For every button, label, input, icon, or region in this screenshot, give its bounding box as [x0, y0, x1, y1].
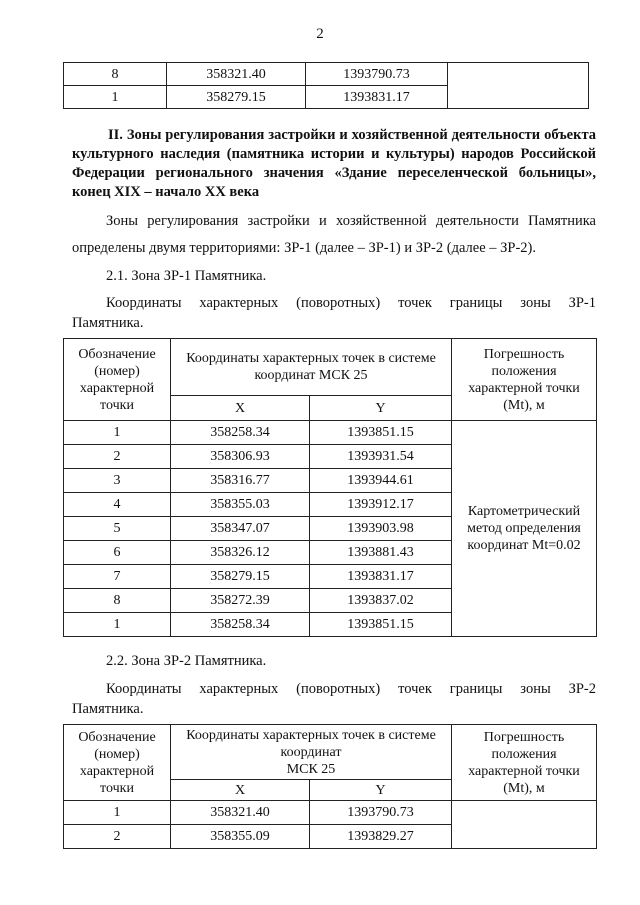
- header-coordinates-line-3: МСК 25: [286, 761, 336, 777]
- coord-y: 1393831.17: [310, 565, 452, 589]
- point-number: 8: [64, 63, 167, 86]
- coord-x: 358279.15: [167, 86, 306, 109]
- header-coordinates-line-1: Координаты характерных точек в системе: [186, 727, 436, 743]
- intro-line-2: определены двумя территориями: ЗР-1 (далее – ЗР-1) и ЗР-2 (далее – ЗР-2).: [72, 240, 536, 256]
- coord-x: 358347.07: [171, 517, 310, 541]
- point-number: 5: [64, 517, 171, 541]
- coord-x: 358326.12: [171, 541, 310, 565]
- coord-y: 1393837.02: [310, 589, 452, 613]
- point-number: 7: [64, 565, 171, 589]
- header-coordinates-line-2: координат: [280, 744, 342, 760]
- coord-x: 358258.34: [171, 421, 310, 445]
- header-y: Y: [310, 396, 452, 421]
- table-row: [64, 801, 597, 825]
- zone2-coords-line-2: Памятника.: [72, 701, 144, 717]
- point-number: 1: [64, 86, 167, 109]
- coord-x: 358355.09: [171, 825, 310, 849]
- coord-y: 1393790.73: [306, 63, 448, 86]
- header-point-designation: Обозначение (номер) характерной точки: [64, 725, 171, 801]
- section-heading: II. Зоны регулирования застройки и хозяйственной деятельности объекта культурного наследия (памятника истории и культуры) народов Российской Федерации регионального значения «Здание переселенческой больницы», конец XIX – начало XX века: [72, 127, 596, 200]
- table-header-row: [64, 339, 597, 396]
- point-number: 1: [64, 801, 171, 825]
- coord-y: 1393944.61: [310, 469, 452, 493]
- method-cell: Картометрический метод определения координат Mt=0.02: [452, 421, 597, 637]
- coord-y: 1393931.54: [310, 445, 452, 469]
- zone1-coordinates-table: [63, 338, 597, 637]
- table-row: [64, 421, 597, 445]
- zone2-title: 2.2. Зона ЗР-2 Памятника.: [106, 653, 267, 669]
- point-number: 1: [64, 613, 171, 637]
- coord-x: 358272.39: [171, 589, 310, 613]
- error-cell: [452, 801, 597, 849]
- point-number: 1: [64, 421, 171, 445]
- header-point-designation: Обозначение (номер) характерной точки: [64, 339, 171, 421]
- header-error: Погрешность положения характерной точки (Mt), м: [452, 725, 597, 801]
- zone2-coords-line-1: Координаты характерных (поворотных) точек границы зоны ЗР-2: [106, 681, 596, 697]
- point-number: 4: [64, 493, 171, 517]
- zone1-title: 2.1. Зона ЗР-1 Памятника.: [106, 268, 267, 284]
- header-coordinates: Координаты характерных точек в системе координат МСК 25: [171, 339, 452, 396]
- continuation-table: [63, 62, 589, 109]
- coord-y: 1393829.27: [310, 825, 452, 849]
- page-number: 2: [316, 26, 324, 42]
- zone1-coords-line-2: Памятника.: [72, 315, 144, 331]
- header-error: Погрешность положения характерной точки (Mt), м: [452, 339, 597, 421]
- header-x: X: [171, 780, 310, 801]
- coord-y: 1393851.15: [310, 421, 452, 445]
- zone2-coordinates-table: [63, 724, 597, 849]
- coord-y: 1393881.43: [310, 541, 452, 565]
- coord-y: 1393851.15: [310, 613, 452, 637]
- coord-x: 358355.03: [171, 493, 310, 517]
- point-number: 2: [64, 825, 171, 849]
- header-coordinates: [171, 725, 452, 780]
- point-number: 2: [64, 445, 171, 469]
- intro-line-1: Зоны регулирования застройки и хозяйственной деятельности Памятника: [106, 213, 596, 229]
- header-y: Y: [310, 780, 452, 801]
- coord-x: 358279.15: [171, 565, 310, 589]
- coord-x: 358316.77: [171, 469, 310, 493]
- coord-x: 358306.93: [171, 445, 310, 469]
- table-row: [64, 63, 589, 86]
- point-number: 6: [64, 541, 171, 565]
- coord-y: 1393831.17: [306, 86, 448, 109]
- error-cell: [448, 63, 589, 109]
- coord-x: 358321.40: [171, 801, 310, 825]
- coord-y: 1393790.73: [310, 801, 452, 825]
- coord-x: 358321.40: [167, 63, 306, 86]
- coord-y: 1393912.17: [310, 493, 452, 517]
- zone1-coords-line-1: Координаты характерных (поворотных) точек границы зоны ЗР-1: [106, 295, 596, 311]
- header-x: X: [171, 396, 310, 421]
- coord-y: 1393903.98: [310, 517, 452, 541]
- point-number: 3: [64, 469, 171, 493]
- coord-x: 358258.34: [171, 613, 310, 637]
- point-number: 8: [64, 589, 171, 613]
- table-header-row: [64, 725, 597, 780]
